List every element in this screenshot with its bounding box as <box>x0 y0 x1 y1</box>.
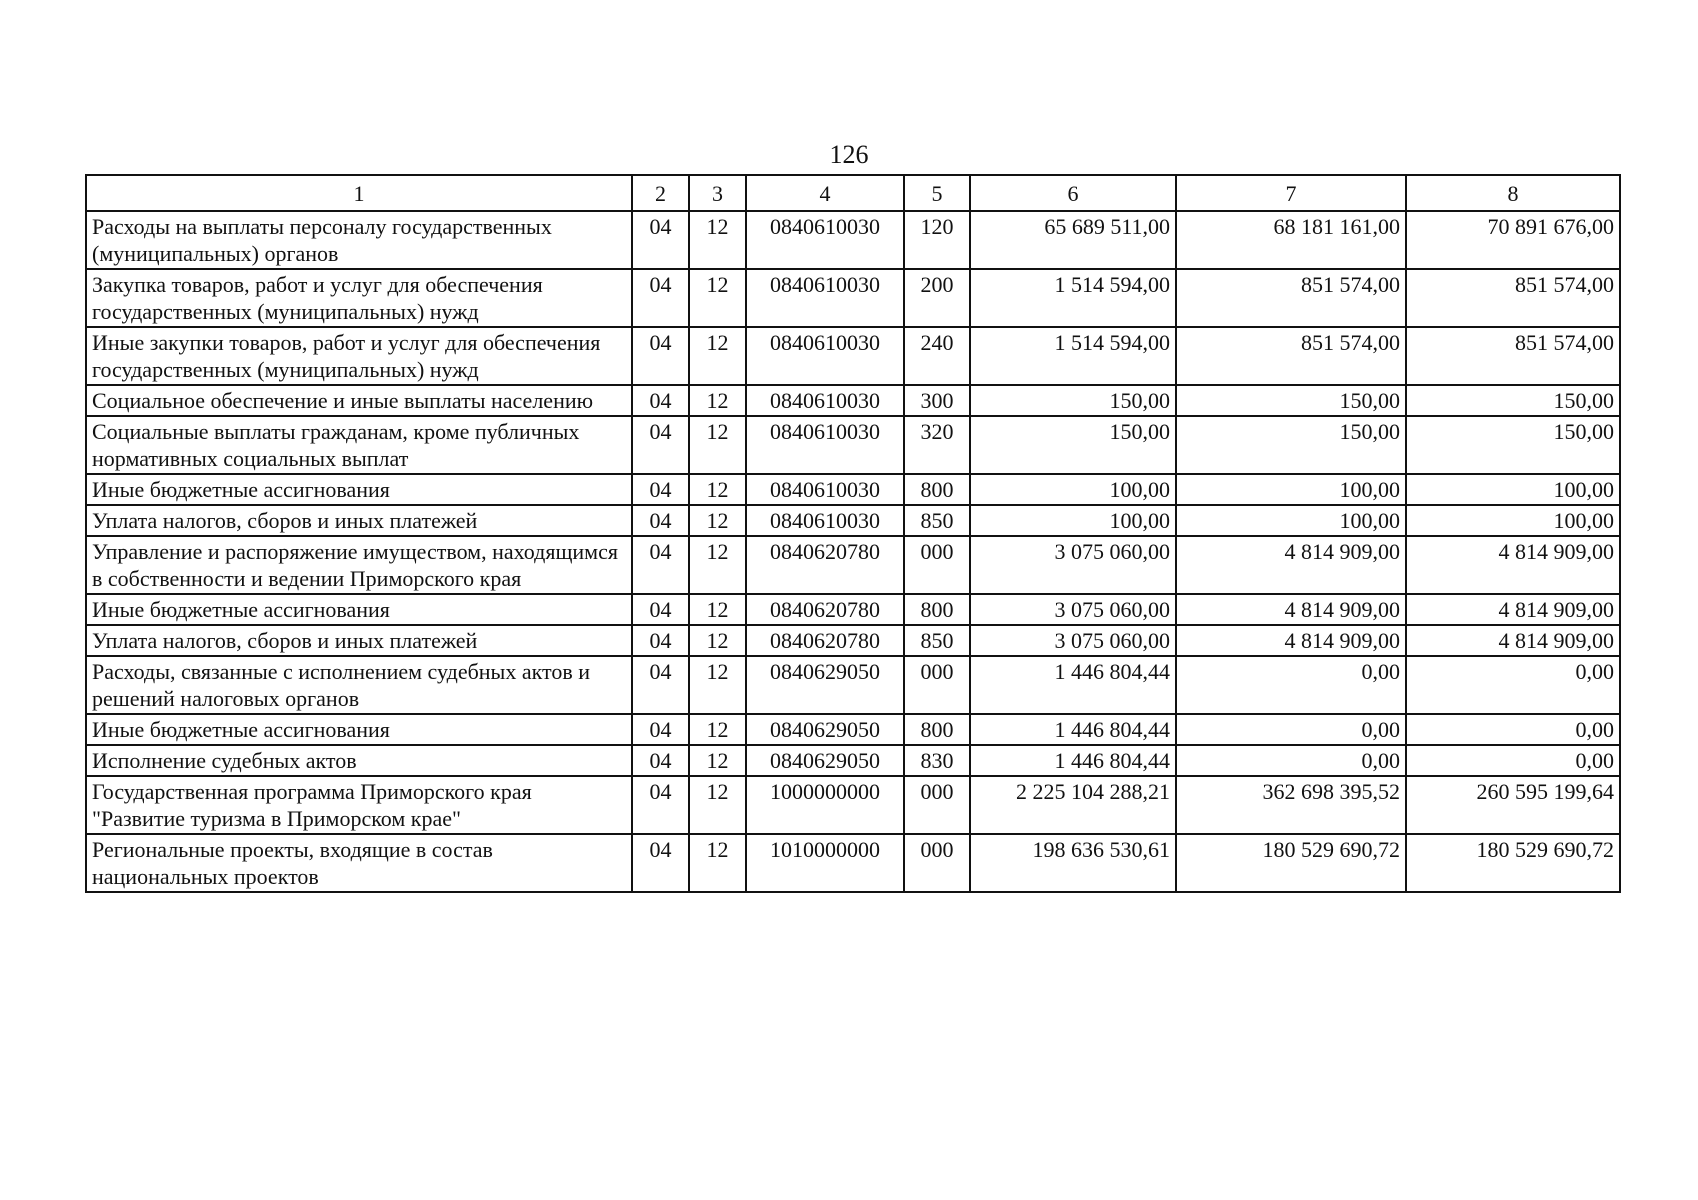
header-cell: 6 <box>970 175 1176 211</box>
amount-col6-cell: 100,00 <box>970 505 1176 536</box>
subsection-code-cell: 12 <box>689 625 746 656</box>
amount-col6-cell: 100,00 <box>970 474 1176 505</box>
section-code-cell: 04 <box>632 625 689 656</box>
target-article-cell: 0840629050 <box>746 656 904 714</box>
expense-type-cell: 240 <box>904 327 970 385</box>
expense-name-cell: Иные бюджетные ассигнования <box>86 474 632 505</box>
amount-col6-cell: 1 514 594,00 <box>970 269 1176 327</box>
expense-type-cell: 120 <box>904 211 970 269</box>
amount-col6-cell: 150,00 <box>970 385 1176 416</box>
section-code-cell: 04 <box>632 416 689 474</box>
table-row <box>86 327 1620 385</box>
header-cell: 3 <box>689 175 746 211</box>
table-row <box>86 625 1620 656</box>
amount-col7-cell: 150,00 <box>1176 385 1406 416</box>
expense-type-cell: 850 <box>904 505 970 536</box>
target-article-cell: 1010000000 <box>746 834 904 892</box>
header-cell: 8 <box>1406 175 1620 211</box>
section-code-cell: 04 <box>632 776 689 834</box>
subsection-code-cell: 12 <box>689 776 746 834</box>
amount-col8-cell: 150,00 <box>1406 416 1620 474</box>
table-row <box>86 416 1620 474</box>
header-cell: 7 <box>1176 175 1406 211</box>
expense-type-cell: 200 <box>904 269 970 327</box>
table-row <box>86 776 1620 834</box>
header-cell: 2 <box>632 175 689 211</box>
expense-type-cell: 000 <box>904 776 970 834</box>
section-code-cell: 04 <box>632 834 689 892</box>
subsection-code-cell: 12 <box>689 269 746 327</box>
subsection-code-cell: 12 <box>689 474 746 505</box>
section-code-cell: 04 <box>632 714 689 745</box>
expense-name-cell: Расходы, связанные с исполнением судебных актов и решений налоговых органов <box>86 656 632 714</box>
amount-col6-cell: 3 075 060,00 <box>970 594 1176 625</box>
amount-col8-cell: 851 574,00 <box>1406 269 1620 327</box>
amount-col6-cell: 150,00 <box>970 416 1176 474</box>
expense-type-cell: 800 <box>904 474 970 505</box>
section-code-cell: 04 <box>632 385 689 416</box>
amount-col6-cell: 1 446 804,44 <box>970 745 1176 776</box>
amount-col6-cell: 1 446 804,44 <box>970 714 1176 745</box>
section-code-cell: 04 <box>632 594 689 625</box>
amount-col8-cell: 180 529 690,72 <box>1406 834 1620 892</box>
subsection-code-cell: 12 <box>689 536 746 594</box>
expense-name-cell: Социальные выплаты гражданам, кроме публичных нормативных социальных выплат <box>86 416 632 474</box>
header-cell: 4 <box>746 175 904 211</box>
subsection-code-cell: 12 <box>689 834 746 892</box>
section-code-cell: 04 <box>632 269 689 327</box>
target-article-cell: 0840610030 <box>746 505 904 536</box>
amount-col6-cell: 3 075 060,00 <box>970 536 1176 594</box>
table-row <box>86 594 1620 625</box>
section-code-cell: 04 <box>632 505 689 536</box>
table-row <box>86 536 1620 594</box>
table-row <box>86 714 1620 745</box>
amount-col7-cell: 4 814 909,00 <box>1176 594 1406 625</box>
expense-name-cell: Государственная программа Приморского края "Развитие туризма в Приморском крае" <box>86 776 632 834</box>
expense-name-cell: Исполнение судебных актов <box>86 745 632 776</box>
amount-col7-cell: 100,00 <box>1176 474 1406 505</box>
amount-col8-cell: 100,00 <box>1406 505 1620 536</box>
section-code-cell: 04 <box>632 745 689 776</box>
amount-col8-cell: 260 595 199,64 <box>1406 776 1620 834</box>
expense-name-cell: Расходы на выплаты персоналу государственных (муниципальных) органов <box>86 211 632 269</box>
amount-col7-cell: 4 814 909,00 <box>1176 625 1406 656</box>
target-article-cell: 0840610030 <box>746 416 904 474</box>
expense-name-cell: Уплата налогов, сборов и иных платежей <box>86 505 632 536</box>
amount-col8-cell: 4 814 909,00 <box>1406 625 1620 656</box>
table-row <box>86 834 1620 892</box>
expense-name-cell: Уплата налогов, сборов и иных платежей <box>86 625 632 656</box>
amount-col6-cell: 1 514 594,00 <box>970 327 1176 385</box>
section-code-cell: 04 <box>632 327 689 385</box>
amount-col8-cell: 4 814 909,00 <box>1406 536 1620 594</box>
amount-col7-cell: 362 698 395,52 <box>1176 776 1406 834</box>
expense-type-cell: 850 <box>904 625 970 656</box>
amount-col6-cell: 1 446 804,44 <box>970 656 1176 714</box>
amount-col8-cell: 100,00 <box>1406 474 1620 505</box>
expense-type-cell: 320 <box>904 416 970 474</box>
section-code-cell: 04 <box>632 474 689 505</box>
expense-name-cell: Иные закупки товаров, работ и услуг для обеспечения государственных (муниципальных) нужд <box>86 327 632 385</box>
expense-type-cell: 800 <box>904 714 970 745</box>
table-row <box>86 474 1620 505</box>
subsection-code-cell: 12 <box>689 714 746 745</box>
amount-col6-cell: 198 636 530,61 <box>970 834 1176 892</box>
target-article-cell: 0840610030 <box>746 211 904 269</box>
subsection-code-cell: 12 <box>689 385 746 416</box>
amount-col7-cell: 180 529 690,72 <box>1176 834 1406 892</box>
subsection-code-cell: 12 <box>689 594 746 625</box>
subsection-code-cell: 12 <box>689 656 746 714</box>
table-body <box>86 211 1620 892</box>
header-cell: 5 <box>904 175 970 211</box>
amount-col7-cell: 4 814 909,00 <box>1176 536 1406 594</box>
subsection-code-cell: 12 <box>689 327 746 385</box>
target-article-cell: 0840610030 <box>746 269 904 327</box>
amount-col8-cell: 851 574,00 <box>1406 327 1620 385</box>
header-cell: 1 <box>86 175 632 211</box>
header-row <box>86 175 1620 211</box>
amount-col6-cell: 3 075 060,00 <box>970 625 1176 656</box>
expense-type-cell: 000 <box>904 656 970 714</box>
subsection-code-cell: 12 <box>689 416 746 474</box>
expense-type-cell: 800 <box>904 594 970 625</box>
amount-col8-cell: 70 891 676,00 <box>1406 211 1620 269</box>
table-row <box>86 211 1620 269</box>
amount-col8-cell: 4 814 909,00 <box>1406 594 1620 625</box>
subsection-code-cell: 12 <box>689 211 746 269</box>
amount-col6-cell: 2 225 104 288,21 <box>970 776 1176 834</box>
expense-name-cell: Управление и распоряжение имуществом, находящимся в собственности и ведении Приморского края <box>86 536 632 594</box>
budget-table <box>85 174 1621 893</box>
expense-type-cell: 300 <box>904 385 970 416</box>
target-article-cell: 0840620780 <box>746 594 904 625</box>
section-code-cell: 04 <box>632 211 689 269</box>
amount-col8-cell: 0,00 <box>1406 714 1620 745</box>
amount-col8-cell: 150,00 <box>1406 385 1620 416</box>
target-article-cell: 0840610030 <box>746 327 904 385</box>
amount-col7-cell: 68 181 161,00 <box>1176 211 1406 269</box>
expense-name-cell: Региональные проекты, входящие в состав национальных проектов <box>86 834 632 892</box>
table-row <box>86 745 1620 776</box>
section-code-cell: 04 <box>632 536 689 594</box>
table-row <box>86 385 1620 416</box>
table-row <box>86 505 1620 536</box>
target-article-cell: 0840629050 <box>746 714 904 745</box>
target-article-cell: 0840610030 <box>746 385 904 416</box>
amount-col7-cell: 0,00 <box>1176 656 1406 714</box>
amount-col6-cell: 65 689 511,00 <box>970 211 1176 269</box>
expense-name-cell: Иные бюджетные ассигнования <box>86 594 632 625</box>
expense-type-cell: 000 <box>904 536 970 594</box>
target-article-cell: 0840629050 <box>746 745 904 776</box>
expense-name-cell: Закупка товаров, работ и услуг для обеспечения государственных (муниципальных) нужд <box>86 269 632 327</box>
target-article-cell: 0840620780 <box>746 536 904 594</box>
amount-col8-cell: 0,00 <box>1406 745 1620 776</box>
amount-col7-cell: 150,00 <box>1176 416 1406 474</box>
target-article-cell: 0840610030 <box>746 474 904 505</box>
section-code-cell: 04 <box>632 656 689 714</box>
amount-col8-cell: 0,00 <box>1406 656 1620 714</box>
amount-col7-cell: 0,00 <box>1176 745 1406 776</box>
subsection-code-cell: 12 <box>689 745 746 776</box>
table-row <box>86 656 1620 714</box>
expense-name-cell: Социальное обеспечение и иные выплаты населению <box>86 385 632 416</box>
expense-type-cell: 830 <box>904 745 970 776</box>
expense-name-cell: Иные бюджетные ассигнования <box>86 714 632 745</box>
table-row <box>86 269 1620 327</box>
target-article-cell: 1000000000 <box>746 776 904 834</box>
target-article-cell: 0840620780 <box>746 625 904 656</box>
amount-col7-cell: 851 574,00 <box>1176 327 1406 385</box>
expense-type-cell: 000 <box>904 834 970 892</box>
amount-col7-cell: 100,00 <box>1176 505 1406 536</box>
page-number: 126 <box>829 140 869 169</box>
subsection-code-cell: 12 <box>689 505 746 536</box>
amount-col7-cell: 0,00 <box>1176 714 1406 745</box>
amount-col7-cell: 851 574,00 <box>1176 269 1406 327</box>
